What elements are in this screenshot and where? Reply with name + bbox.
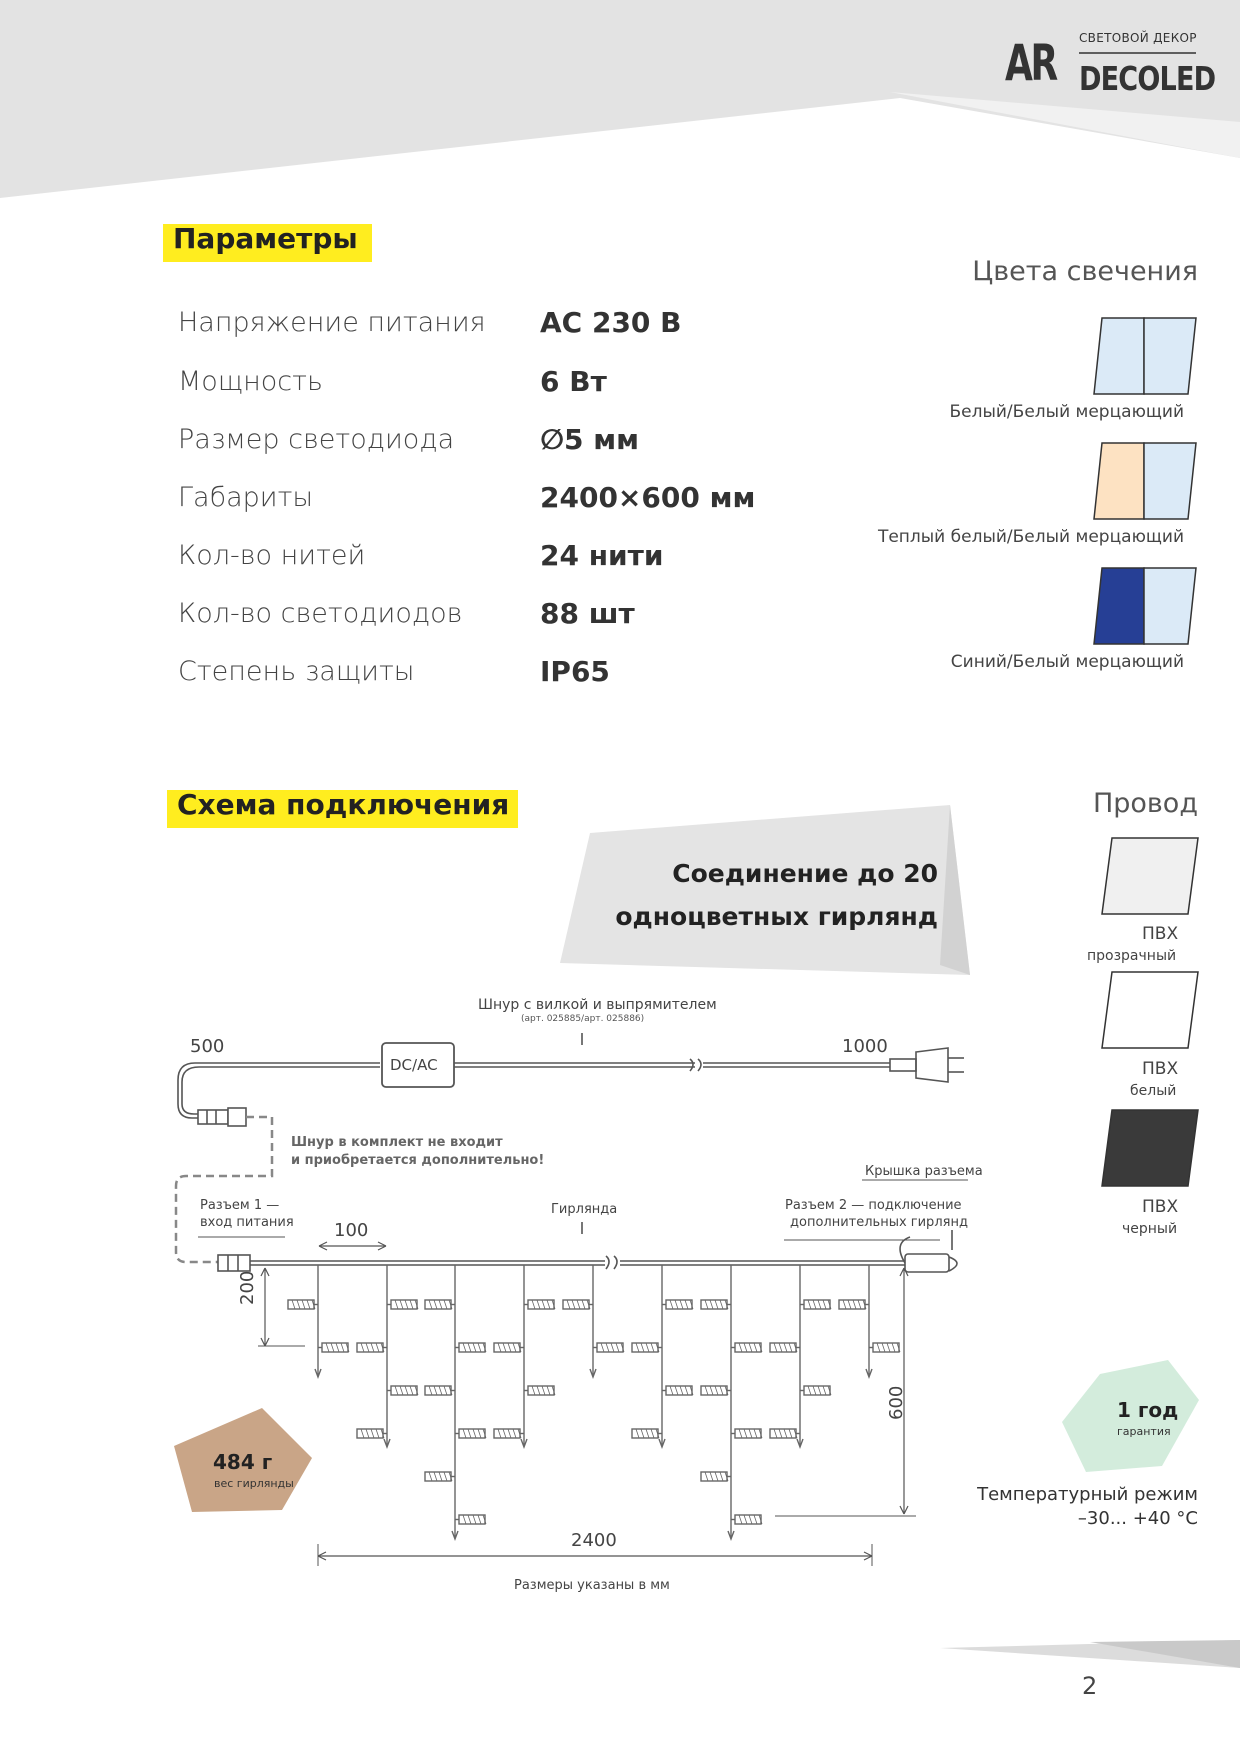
led-bulb xyxy=(701,1300,727,1309)
brand-name: DECOLED xyxy=(1079,59,1216,98)
led-bulb xyxy=(459,1429,485,1438)
cord-article: (арт. 025885/арт. 025886) xyxy=(521,1014,645,1024)
led-bulb xyxy=(425,1386,451,1395)
warranty-caption: гарантия xyxy=(1117,1425,1171,1438)
brand-tagline: СВЕТОВОЙ ДЕКОР xyxy=(1079,31,1197,45)
led-bulb xyxy=(494,1343,520,1352)
adapter-label: DC/AC xyxy=(390,1056,438,1074)
led-bulb xyxy=(735,1515,761,1524)
param-value: 24 нити xyxy=(540,539,664,572)
weight-caption: вес гирлянды xyxy=(214,1477,294,1490)
led-bulb xyxy=(666,1386,692,1395)
param-label: Степень защиты xyxy=(178,656,415,687)
param-label: Кол-во светодиодов xyxy=(178,598,463,629)
param-label: Кол-во нитей xyxy=(178,540,366,571)
param-value: ∅5 мм xyxy=(540,423,639,456)
led-bulb xyxy=(804,1300,830,1309)
led-bulb xyxy=(528,1386,554,1395)
led-bulb xyxy=(666,1300,692,1309)
led-bulb xyxy=(770,1429,796,1438)
led-bulb xyxy=(357,1343,383,1352)
wire-title: Провод xyxy=(1092,788,1198,819)
drop-200: 200 xyxy=(237,1270,258,1305)
led-bulb xyxy=(563,1300,589,1309)
led-bulb xyxy=(839,1300,865,1309)
glow-swatch-caption: Теплый белый/Белый мерцающий xyxy=(877,527,1184,547)
connector-2-line-1: Разъем 2 — подключение xyxy=(785,1198,962,1213)
brand-mark: AR xyxy=(1005,34,1056,92)
pitch-100: 100 xyxy=(334,1220,369,1241)
led-bulb xyxy=(735,1429,761,1438)
led-bulb xyxy=(735,1343,761,1352)
length-1000: 1000 xyxy=(842,1036,888,1057)
connector-2-line-2: дополнительных гирлянд xyxy=(790,1215,968,1230)
callout-line-2: одноцветных гирлянд xyxy=(615,902,938,931)
weight-value: 484 г xyxy=(213,1450,273,1474)
wire-caption-sub: прозрачный xyxy=(1087,948,1177,964)
garland-label: Гирлянда xyxy=(551,1202,618,1217)
led-bulb xyxy=(804,1386,830,1395)
width-2400: 2400 xyxy=(571,1530,617,1551)
connector-1-line-1: Разъем 1 — xyxy=(200,1198,280,1213)
units-note: Размеры указаны в мм xyxy=(514,1578,670,1593)
led-bulb xyxy=(288,1300,314,1309)
param-label: Размер светодиода xyxy=(178,424,455,455)
height-600: 600 xyxy=(886,1385,907,1420)
led-bulb xyxy=(632,1429,658,1438)
led-bulb xyxy=(425,1300,451,1309)
led-bulb xyxy=(391,1300,417,1309)
led-bulb xyxy=(459,1343,485,1352)
led-bulb xyxy=(391,1386,417,1395)
param-label: Напряжение питания xyxy=(178,307,486,338)
parameters-title: Параметры xyxy=(173,222,358,255)
param-value: 6 Вт xyxy=(540,365,607,398)
led-bulb xyxy=(632,1343,658,1352)
cord-label: Шнур с вилкой и выпрямителем xyxy=(478,997,717,1013)
led-bulb xyxy=(873,1343,899,1352)
param-label: Габариты xyxy=(178,482,314,513)
wire-caption-sub: черный xyxy=(1122,1221,1178,1237)
led-bulb xyxy=(770,1343,796,1352)
led-bulb xyxy=(357,1429,383,1438)
note-line-1: Шнур в комплект не входит xyxy=(291,1135,503,1150)
led-bulb xyxy=(322,1343,348,1352)
temperature-label: Температурный режим xyxy=(977,1484,1198,1505)
wire-caption-sub: белый xyxy=(1130,1083,1177,1099)
led-bulb xyxy=(528,1300,554,1309)
param-label: Мощность xyxy=(178,366,323,397)
temperature-range: –30... +40 °С xyxy=(1077,1508,1198,1529)
page-number: 2 xyxy=(1082,1672,1098,1700)
led-bulb xyxy=(494,1429,520,1438)
param-value: AC 230 В xyxy=(540,306,682,339)
led-bulb xyxy=(459,1515,485,1524)
wire-caption: ПВХ xyxy=(1142,1059,1179,1079)
led-bulb xyxy=(701,1472,727,1481)
glow-swatch-caption: Белый/Белый мерцающий xyxy=(949,402,1184,422)
callout-line-1: Соединение до 20 xyxy=(672,859,938,888)
led-bulb xyxy=(425,1472,451,1481)
note-line-2: и приобретается дополнительно! xyxy=(291,1153,545,1168)
param-value: IP65 xyxy=(540,655,610,688)
connector-1-line-2: вход питания xyxy=(200,1215,294,1230)
led-bulb xyxy=(701,1386,727,1395)
led-bulb xyxy=(597,1343,623,1352)
glow-swatch-caption: Синий/Белый мерцающий xyxy=(950,652,1184,672)
warranty-value: 1 год xyxy=(1117,1398,1179,1422)
param-value: 88 шт xyxy=(540,597,635,630)
cap-label: Крышка разъема xyxy=(865,1164,983,1179)
param-value: 2400×600 мм xyxy=(540,481,756,514)
wire-caption: ПВХ xyxy=(1142,1197,1179,1217)
wiring-title: Схема подключения xyxy=(177,788,510,821)
wire-caption: ПВХ xyxy=(1142,924,1179,944)
glow-colors-title: Цвета свечения xyxy=(972,256,1198,287)
length-500: 500 xyxy=(190,1036,225,1057)
